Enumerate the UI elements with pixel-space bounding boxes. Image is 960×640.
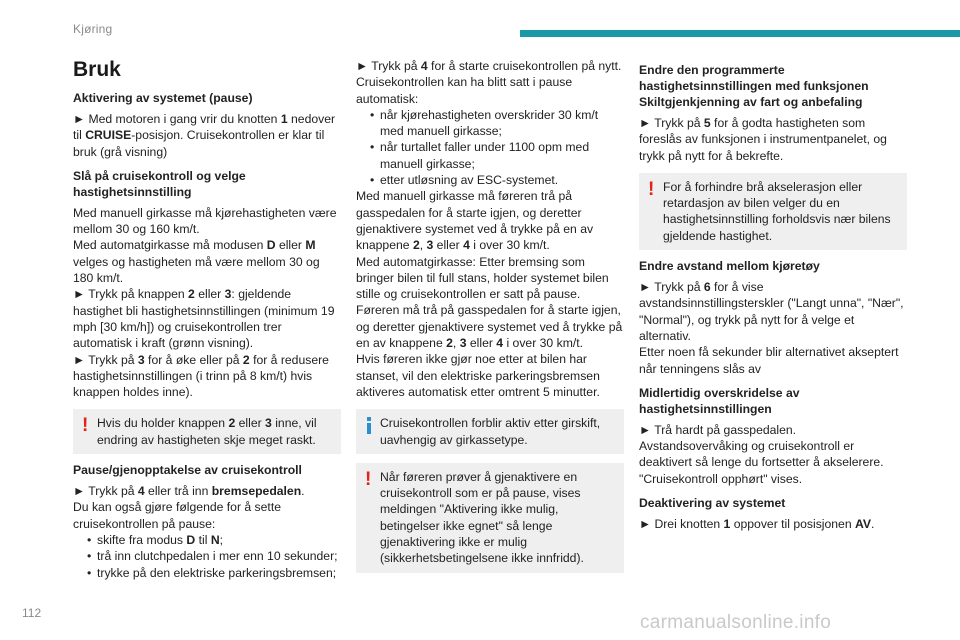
paragraph: Med automatgirkasse: Etter bremsing som bringer bilen til full stans, holder systemet bilen stille og cruisekontrollen er satt på pause. Føreren må trå på gasspedalen for å starte igjen, og deretter gjenaktivere systemet ved å trykke på en av knappene 2, 3 eller 4 i over 30 km/t.	[356, 254, 623, 351]
list-item: • trå inn clutchpedalen i mer enn 10 sekunder;	[87, 548, 341, 564]
warning-note	[73, 409, 341, 454]
list-item: • når kjørehastigheten overskrider 30 km/t med manuell girkasse;	[370, 107, 624, 140]
paragraph: ► Trykk på 4 eller trå inn bremsepedalen.	[73, 484, 305, 499]
paragraph: ► Trå hardt på gasspedalen.	[639, 422, 797, 437]
warning-text: For å forhindre brå akselerasjon eller retardasjon av bilen velger du en hastighetsinnstilling forholdsvis nær bilens gjeldende hastighet.	[663, 179, 891, 243]
list-item: • når turtallet faller under 1100 opm med manuell girkasse;	[370, 139, 624, 172]
paragraph: Du kan også gjøre følgende for å sette cruisekontrollen på pause:	[73, 500, 281, 531]
paragraph: ► Trykk på 6 for å vise avstandsinnstillingsterskler ("Langt unna", "Nær", "Normal"), og trykk på nytt for å velge et alternativ.	[639, 280, 904, 343]
watermark: carmanualsonline.info	[640, 612, 832, 633]
paragraph: ► Trykk på 4 for å starte cruisekontrollen på nytt. Cruisekontrollen kan ha blitt satt i pause automatisk:	[356, 59, 622, 106]
running-head: Kjøring	[73, 22, 113, 36]
heading-distance: Endre avstand mellom kjøretøy	[639, 259, 820, 274]
column-2	[356, 58, 624, 581]
paragraph: ► Med motoren i gang vrir du knotten 1 nedover til CRUISE-posisjon. Cruisekontrollen er klar til bruk (grå visning)	[73, 112, 336, 159]
list-item: • etter utløsning av ESC-systemet.	[370, 172, 624, 188]
column-3	[639, 62, 907, 536]
warning-icon: !	[365, 468, 372, 490]
warning-note	[639, 173, 907, 250]
list-item: • skifte fra modus D til N;	[87, 532, 341, 548]
list-item: • trykke på den elektriske parkeringsbremsen;	[87, 565, 341, 581]
paragraph: ► Trykk på 5 for å godta hastigheten som foreslås av funksjonen i instrumentpanelet, og trykk på nytt for å bekrefte.	[639, 116, 887, 163]
bullet-list	[87, 532, 341, 581]
info-text: Cruisekontrollen forblir aktiv etter girskift, uavhengig av girkassetype.	[380, 416, 601, 447]
page-number: 112	[22, 606, 42, 620]
paragraph: Med manuell girkasse må føreren trå på gasspedalen for å starte igjen, og deretter gjenaktivere systemet ved å trykke på en av knappene 2, 3 eller 4 i over 30 km/t.	[356, 189, 594, 253]
heading-set-speed: Slå på cruisekontroll og velge hastighetsinnstilling	[73, 168, 246, 199]
paragraph: Med manuell girkasse må kjørehastigheten være mellom 30 og 160 km/t.	[73, 205, 337, 237]
paragraph: ► Trykk på knappen 2 eller 3: gjeldende hastighet bli hastighetsinnstillingen (minimum 19 mph [30 km/h]) og cruisekontrollen trer automatisk i kraft (grønn visning).	[73, 287, 335, 351]
column-1	[73, 58, 341, 581]
info-icon	[365, 417, 375, 434]
warning-icon: !	[648, 178, 655, 200]
paragraph: Med automatgirkasse må modusen D eller M velges og hastigheten må være mellom 30 og 180 km/t.	[73, 238, 320, 286]
paragraph: ► Drei knotten 1 oppover til posisjonen AV.	[639, 517, 875, 532]
header-accent-bar	[520, 30, 960, 37]
heading-override: Midlertidig overskridelse av hastighetsinnstillingen	[639, 385, 800, 416]
paragraph: ► Trykk på 3 for å øke eller på 2 for å redusere hastighetsinnstillingen (i trinn på 8 km/t) hvis knappen holdes inne).	[73, 352, 329, 400]
page-title: Bruk	[73, 58, 121, 81]
heading-pause: Pause/gjenopptakelse av cruisekontroll	[73, 463, 302, 478]
paragraph: Avstandsovervåking og cruisekontroll er deaktivert så lenge du fortsetter å akselerere. "Cruisekontroll opphørt" vises.	[639, 439, 884, 486]
warning-text: Hvis du holder knappen 2 eller 3 inne, vil endring av hastigheten skje meget raskt.	[97, 416, 317, 447]
heading-deactivation: Deaktivering av systemet	[639, 496, 786, 511]
paragraph: Etter noen få sekunder blir alternativet akseptert når tenningens slås av	[639, 345, 899, 376]
bullet-list	[370, 107, 624, 188]
warning-note	[356, 463, 624, 573]
warning-icon: !	[82, 415, 89, 437]
heading-activation: Aktivering av systemet (pause)	[73, 91, 253, 105]
info-note	[356, 409, 624, 454]
paragraph: Hvis føreren ikke gjør noe etter at bilen har stanset, vil den elektriske parkeringsbremsen aktiveres automatisk etter omtrent 5 minutter.	[356, 352, 600, 399]
heading-change-speed: Endre den programmerte hastighetsinnstillingen med funksjonen Skiltgjenkjenning av fart og anbefaling	[639, 63, 869, 109]
warning-text: Når føreren prøver å gjenaktivere en cruisekontroll som er på pause, vises meldingen "Aktivering ikke mulig, betingelser ikke egnet" så lenge gjenaktivering ikke er mulig (sikkerhetsbetingelsene ikke innfridd).	[380, 469, 584, 566]
